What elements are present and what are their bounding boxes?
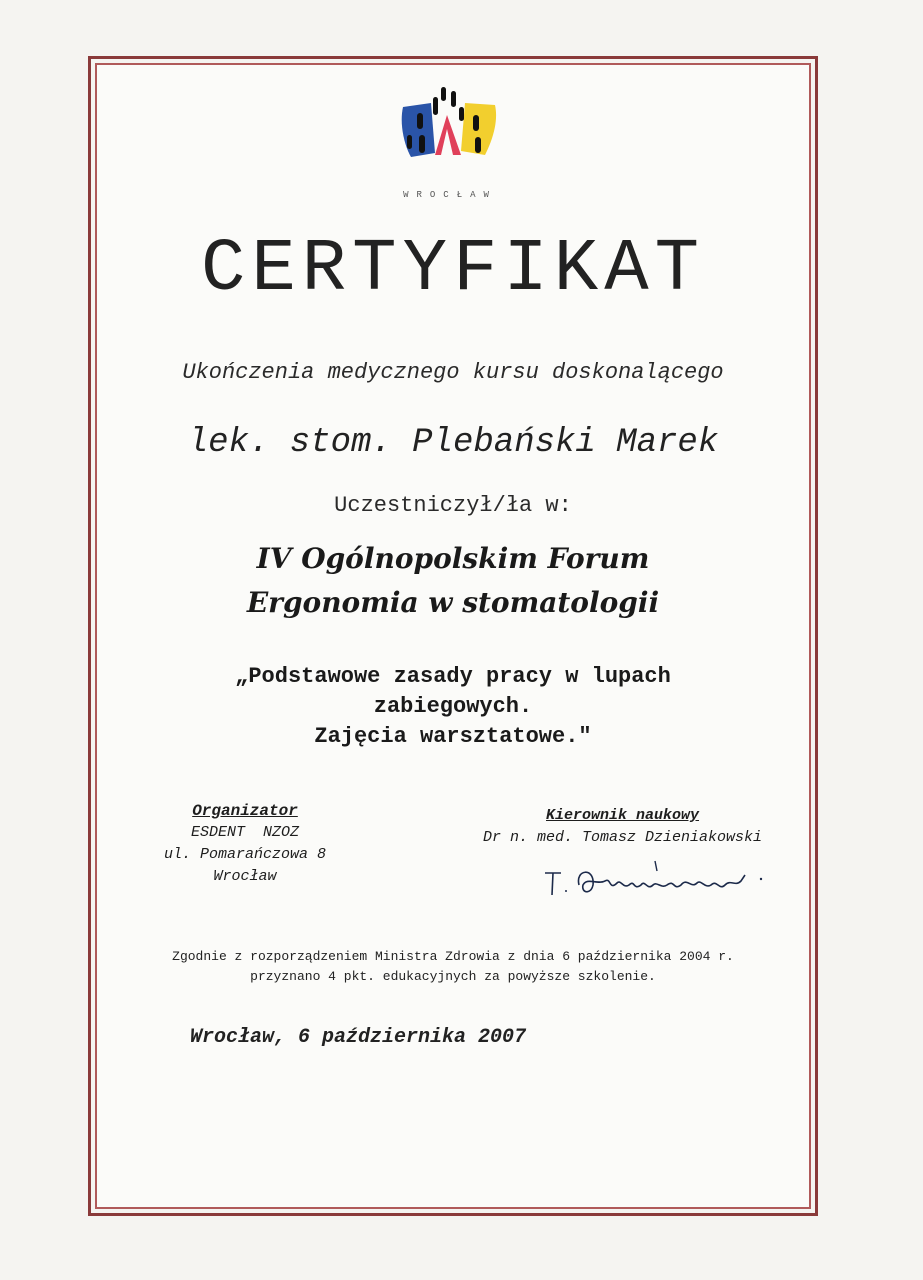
organizer-header: Organizator xyxy=(192,802,298,820)
participated-label: Uczestniczył/ła w: xyxy=(334,493,572,518)
scientific-head-header: Kierownik naukowy xyxy=(545,807,700,824)
certificate-title: CERTYFIKAT xyxy=(200,228,706,312)
forum-line-2: Ergonomia w stomatologii xyxy=(246,586,660,619)
legal-line-2: przyznano 4 pkt. edukacyjnych za powyższe szkolenie. xyxy=(250,969,656,984)
workshop-line-3: Zajęcia warsztatowe." xyxy=(314,724,592,749)
organizer-city: Wrocław xyxy=(213,868,277,885)
participant-name: lek. stom. Plebański Marek xyxy=(187,424,719,462)
forum-name xyxy=(95,537,811,625)
scientific-head-block xyxy=(450,805,795,849)
forum-line-1: IV Ogólnopolskim Forum xyxy=(256,542,650,575)
legal-note xyxy=(95,947,811,987)
workshop-line-2: zabiegowych. xyxy=(373,694,533,719)
organizer-street: ul. Pomarańczowa 8 xyxy=(163,846,327,863)
workshop-title xyxy=(95,662,811,752)
certificate-subtitle: Ukończenia medycznego kursu doskonalącego xyxy=(182,360,724,385)
place-and-date: Wrocław, 6 października 2007 xyxy=(190,1026,527,1049)
legal-line-1: Zgodnie z rozporządzeniem Ministra Zdrowia z dnia 6 października 2004 r. xyxy=(172,949,734,964)
organizer-block xyxy=(130,800,360,888)
scientific-head-name: Dr n. med. Tomasz Dzieniakowski xyxy=(482,829,763,846)
wroclaw-logo-icon xyxy=(395,85,505,165)
organizer-name: ESDENT NZOZ xyxy=(190,824,300,841)
logo-caption: WROCŁAW xyxy=(403,190,497,200)
workshop-line-1: „Podstawowe zasady pracy w lupach xyxy=(235,664,671,689)
signature-icon xyxy=(535,855,775,905)
